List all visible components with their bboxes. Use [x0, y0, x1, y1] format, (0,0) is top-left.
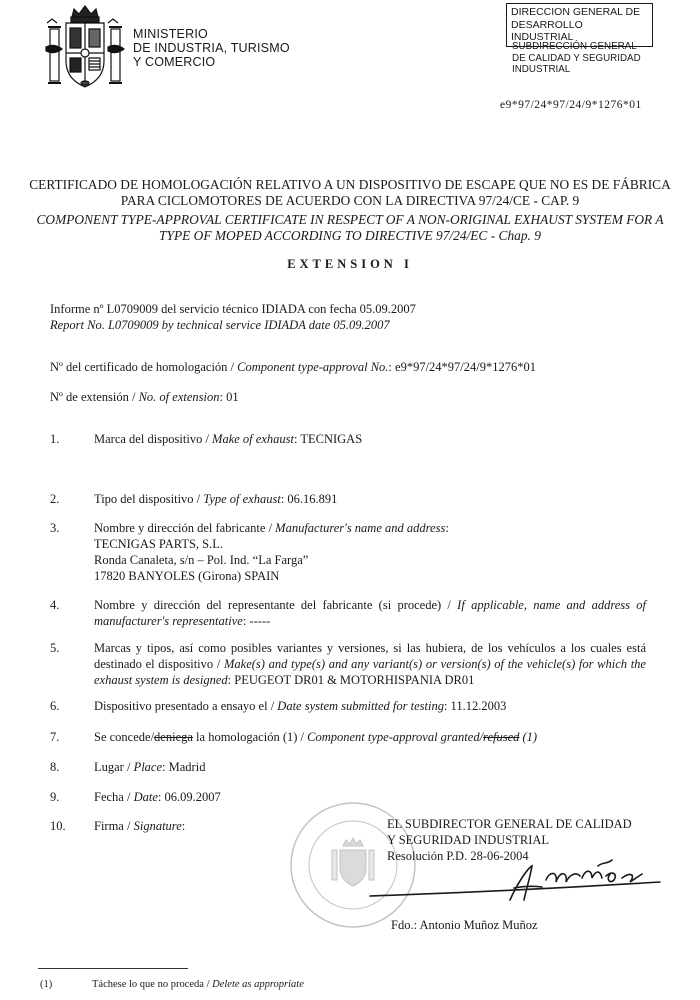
item-make: [94, 431, 646, 447]
item-label-en: Make(s) and type(s) and any variant(s) or version(s) of the vehicle(s) for which the exhaust system is designed: [94, 657, 646, 687]
ext-value: : 01: [219, 390, 239, 404]
item-vehicles: [94, 640, 646, 688]
item-number: 5.: [50, 641, 60, 655]
item-number: 2.: [50, 492, 60, 506]
item-number: 3.: [50, 521, 60, 535]
item-label-es: Nombre y dirección del representante del fabricante (si procede) /: [94, 598, 458, 612]
item-label-en: Signature: [133, 819, 182, 833]
manufacturer-name: TECNIGAS PARTS, S.L.: [94, 537, 224, 551]
item-label-en: Place: [133, 760, 163, 774]
ministry-line: Y COMERCIO: [133, 55, 216, 69]
item-label-es: Se concede/: [94, 730, 155, 744]
footnote-number: (1): [40, 979, 53, 990]
subdirection-line: INDUSTRIAL: [512, 64, 571, 75]
item-number: 9.: [50, 790, 60, 804]
ministry-line: MINISTERIO: [133, 27, 208, 41]
report-spanish: Informe nº L0709009 del servicio técnico IDIADA con fecha 05.09.2007: [50, 302, 416, 316]
item-label-es: Tipo del dispositivo /: [94, 492, 204, 506]
item-label-en: Type of exhaust: [203, 492, 281, 506]
item-value: : 11.12.2003: [443, 699, 507, 713]
item-label-en: Manufacturer's name and address: [275, 521, 446, 535]
signer-line: Resolución P.D. 28-06-2004: [387, 849, 529, 863]
footnote-text: [92, 979, 304, 990]
manufacturer-street: Ronda Canaleta, s/n – Pol. Ind. “La Farga”: [94, 553, 309, 567]
certificate-number: [50, 359, 536, 375]
item-label-es: Firma /: [94, 819, 134, 833]
footnote-divider: [38, 968, 188, 969]
ministry-line: DE INDUSTRIA, TURISMO: [133, 41, 290, 55]
footnote-es: Táchese lo que no proceda /: [92, 979, 213, 990]
item-value: : -----: [242, 614, 271, 628]
report-english: Report No. L0709009 by technical service IDIADA date 05.09.2007: [50, 318, 390, 332]
item-label-en: If applicable, name and address of manufacturer's representative: [94, 598, 646, 628]
extension-number: [50, 389, 239, 405]
approval-reference: e9*97/24*97/24/9*1276*01: [500, 99, 642, 111]
item-value: : 06.16.891: [280, 492, 338, 506]
item-type: [94, 491, 646, 507]
cert-label-es: Nº del certificado de homologación /: [50, 360, 238, 374]
item-value: :: [181, 819, 186, 833]
item-label-es: Marca del dispositivo /: [94, 432, 213, 446]
directorate-box: [506, 3, 653, 47]
item-label-en: Make of exhaust: [212, 432, 294, 446]
item-number: 1.: [50, 432, 60, 446]
signer-name: Fdo.: Antonio Muñoz Muñoz: [391, 918, 538, 932]
ext-label-en: No. of extension: [138, 390, 220, 404]
item-manufacturer: [94, 520, 646, 584]
struck-word: refused: [483, 730, 520, 744]
item-test-date: [94, 698, 646, 714]
struck-word: deniega: [154, 730, 193, 744]
item-place: [94, 759, 646, 775]
item-label-es: Nombre y dirección del fabricante /: [94, 521, 276, 535]
item-number: 6.: [50, 699, 60, 713]
item-approval-status: [94, 729, 646, 745]
signer-line: Y SEGURIDAD INDUSTRIAL: [387, 833, 550, 847]
item-number: 8.: [50, 760, 60, 774]
subdirection-name: [512, 41, 641, 76]
item-label-es: la homologación (1) /: [192, 730, 308, 744]
ext-label-es: Nº de extensión /: [50, 390, 139, 404]
title-spanish: CERTIFICADO DE HOMOLOGACIÓN RELATIVO A UN DISPOSITIVO DE ESCAPE QUE NO ES DE FÁBRICA PARA CICLOMOTORES DE ACUERDO CON LA DIRECTIVA 97/24/CE - CAP. 9: [29, 177, 671, 208]
item-number: 4.: [50, 598, 60, 612]
manufacturer-city: 17820 BANYOLES (Girona) SPAIN: [94, 569, 280, 583]
title-english: COMPONENT TYPE-APPROVAL CERTIFICATE IN RESPECT OF A NON-ORIGINAL EXHAUST SYSTEM FOR A TYPE OF MOPED ACCORDING TO DIRECTIVE 97/24/EC - Chap. 9: [36, 212, 664, 243]
cert-value: : e9*97/24*97/24/9*1276*01: [388, 360, 536, 374]
item-label-es: Fecha /: [94, 790, 134, 804]
item-representative: [94, 597, 646, 629]
item-label-en: Date: [133, 790, 158, 804]
item-value: :: [445, 521, 449, 535]
item-value: : 06.09.2007: [157, 790, 221, 804]
cert-label-en: Component type-approval No.: [237, 360, 389, 374]
item-label-es: Marcas y tipos, así como posibles variantes y versiones, si las hubiera, de los vehículos a los cuales está destinado el dispositivo /: [94, 641, 646, 671]
item-label-en: (1): [519, 730, 538, 744]
ministry-name: [133, 27, 290, 69]
item-label-en: Date system submitted for testing: [277, 699, 444, 713]
footnote-en: Delete as appropriate: [212, 979, 304, 990]
item-label-es: Lugar /: [94, 760, 134, 774]
item-value: : TECNIGAS: [293, 432, 363, 446]
item-signature: [94, 818, 185, 834]
item-value: : Madrid: [162, 760, 206, 774]
directorate-line: DIRECCION GENERAL DE: [511, 6, 641, 18]
item-value: : PEUGEOT DR01 & MOTORHISPANIA DR01: [227, 673, 475, 687]
item-label-en: Component type-approval granted/: [307, 730, 484, 744]
signer-line: EL SUBDIRECTOR GENERAL DE CALIDAD: [387, 817, 632, 831]
directorate-line: DESARROLLO INDUSTRIAL: [511, 18, 583, 43]
item-number: 7.: [50, 730, 60, 744]
extension-heading: EXTENSION I: [287, 257, 413, 271]
coat-of-arms-emblem: [44, 3, 126, 93]
subdirection-line: DE CALIDAD Y SEGURIDAD: [512, 52, 641, 64]
handwritten-signature: [360, 852, 680, 912]
item-label-es: Dispositivo presentado a ensayo el /: [94, 699, 278, 713]
subdirection-line: SUBDIRECCIÓN GENERAL: [512, 41, 637, 52]
item-number: 10.: [50, 819, 66, 833]
